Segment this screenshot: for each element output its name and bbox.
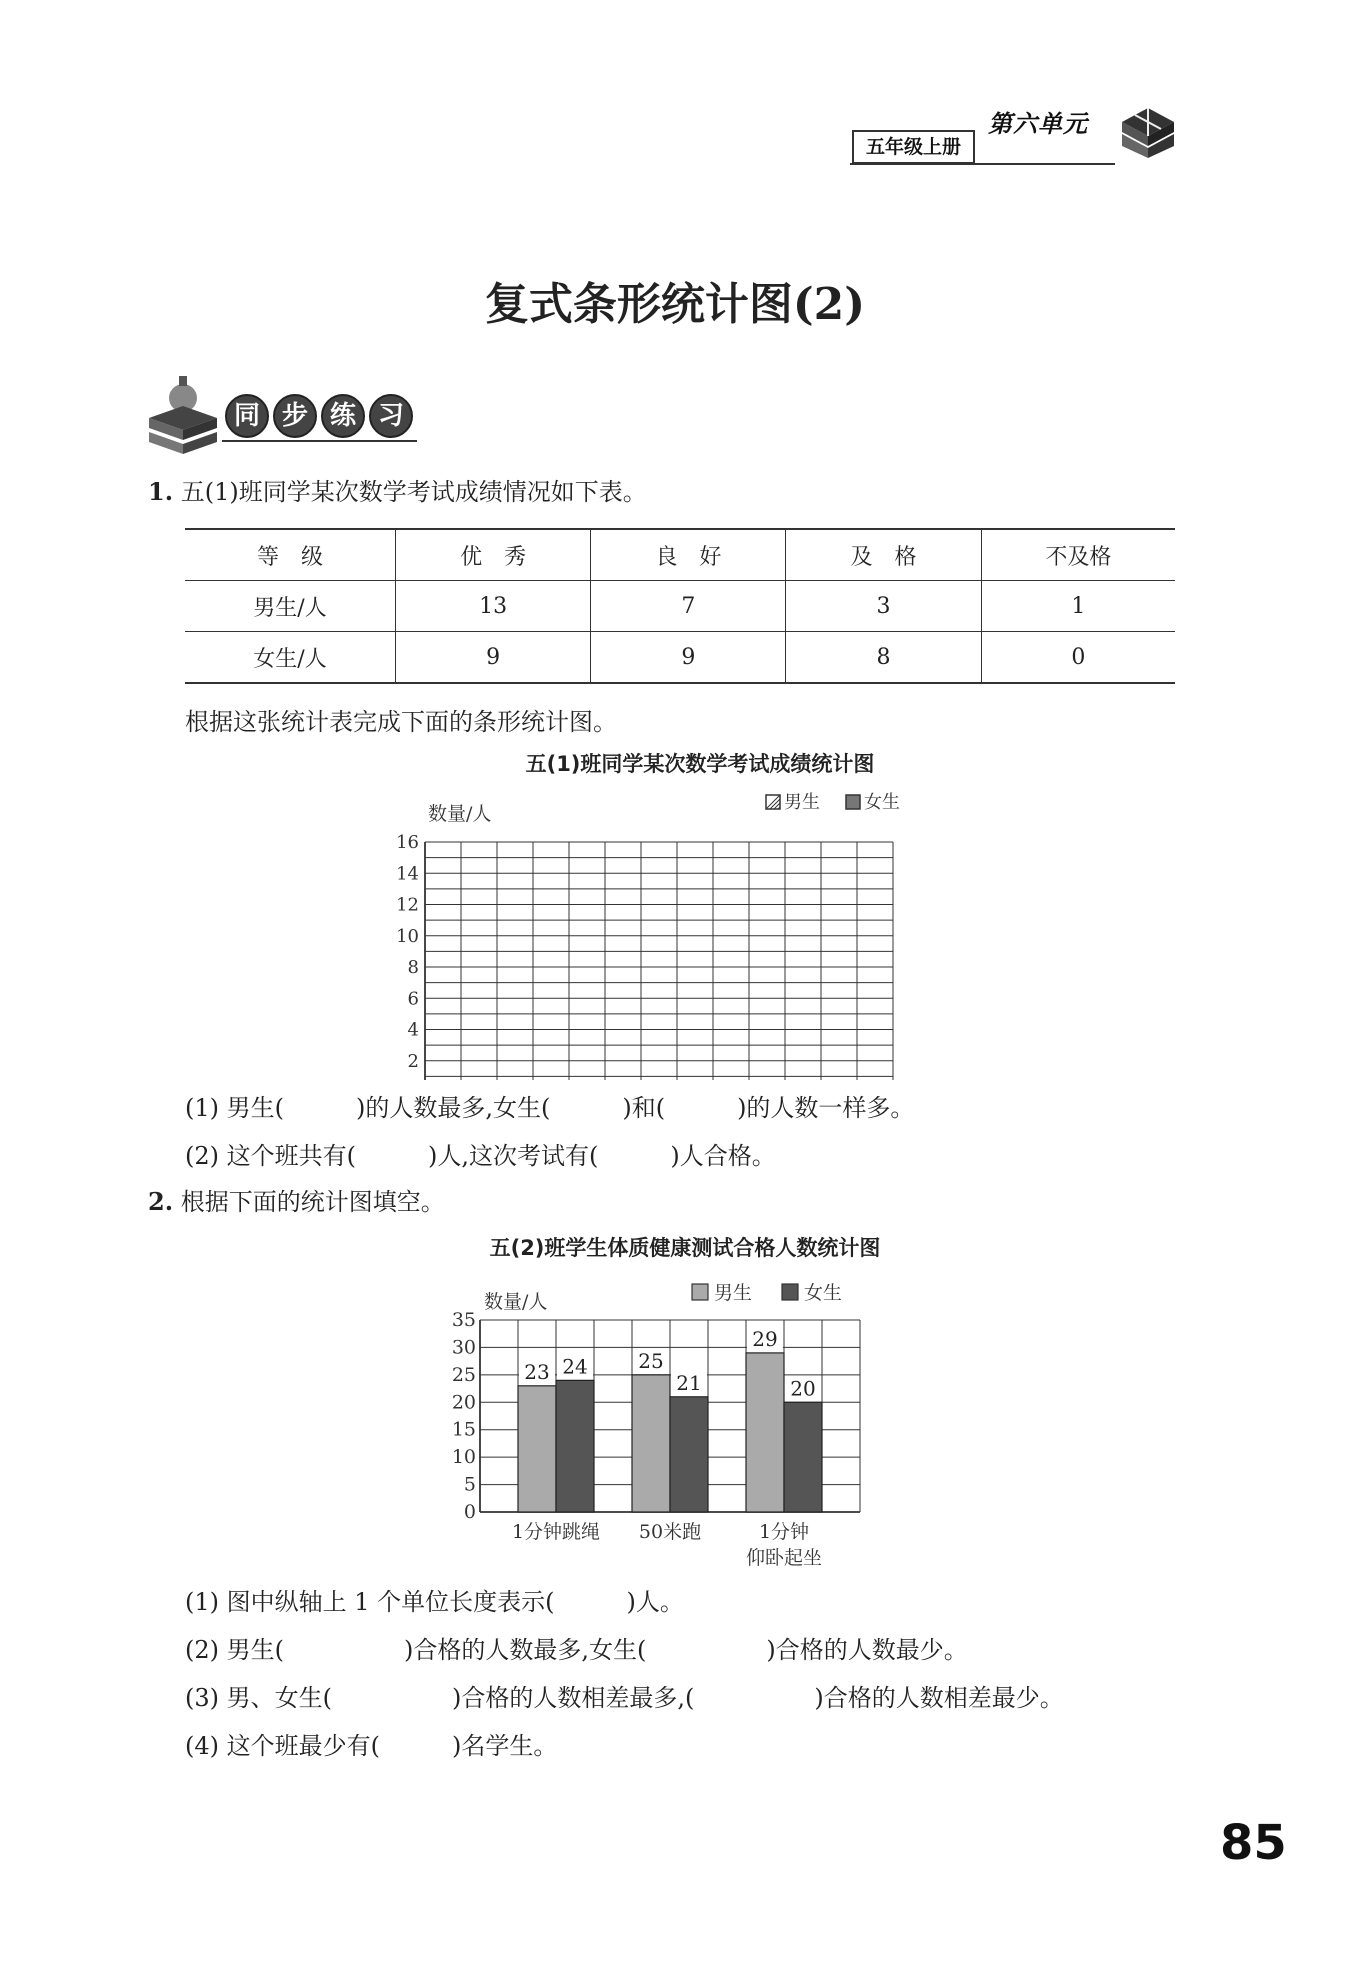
table-cell: 13 — [396, 581, 591, 632]
table-cell: 1 — [981, 581, 1175, 632]
table-cell: 0 — [981, 632, 1175, 684]
table-row-label: 男生/人 — [185, 581, 396, 632]
table-header-cell: 优 秀 — [396, 529, 591, 581]
bar — [746, 1353, 784, 1512]
section-divider — [222, 440, 417, 442]
y-tick-label: 16 — [396, 832, 419, 853]
y-tick-label: 8 — [407, 957, 419, 978]
legend-swatch-girls — [846, 795, 860, 809]
chart1-ylabel: 数量/人 — [428, 803, 492, 825]
bar — [518, 1386, 556, 1512]
q2-sub4: (4) 这个班最少有( )名学生。 — [185, 1732, 558, 1760]
section-char: 同 — [225, 394, 269, 438]
section-char: 步 — [273, 394, 317, 438]
bar-value-label: 23 — [524, 1359, 550, 1384]
legend-label: 女生 — [804, 1282, 843, 1304]
legend-label: 女生 — [864, 792, 900, 813]
legend-swatch-boys — [692, 1284, 708, 1300]
y-tick-label: 15 — [451, 1418, 476, 1441]
bar — [556, 1380, 594, 1512]
q2-sub1: (1) 图中纵轴上 1 个单位长度表示( )人。 — [185, 1588, 684, 1616]
bar — [632, 1375, 670, 1512]
q2-intro-text: 根据下面的统计图填空。 — [180, 1188, 445, 1216]
books-icon — [145, 376, 219, 462]
bar-value-label: 25 — [638, 1348, 664, 1373]
bar-value-label: 24 — [562, 1354, 588, 1379]
table-row-label: 女生/人 — [185, 632, 396, 684]
chart1 — [380, 780, 960, 1080]
x-tick-label: 1分钟跳绳 — [511, 1521, 601, 1543]
page-number: 85 — [1220, 1815, 1287, 1871]
y-tick-label: 10 — [451, 1446, 476, 1469]
y-tick-label: 25 — [451, 1363, 476, 1386]
q1-intro — [148, 472, 647, 507]
y-tick-label: 2 — [407, 1050, 419, 1072]
q1-sub2: (2) 这个班共有( )人,这次考试有( )人合格。 — [185, 1142, 776, 1170]
scores-table — [185, 528, 1175, 684]
x-tick-label: 1分钟 — [758, 1521, 810, 1543]
section-label — [225, 394, 417, 438]
y-tick-label: 20 — [451, 1391, 476, 1414]
q2-sub3: (3) 男、女生( )合格的人数相差最多,( )合格的人数相差最少。 — [185, 1684, 1064, 1712]
chart1-title: 五(1)班同学某次数学考试成绩统计图 — [525, 752, 875, 776]
legend-label: 男生 — [714, 1282, 753, 1304]
x-tick-label: 仰卧起坐 — [745, 1547, 823, 1569]
table-row — [185, 581, 1175, 632]
y-tick-label: 14 — [396, 863, 419, 885]
q2-sub2: (2) 男生( )合格的人数最多,女生( )合格的人数最少。 — [185, 1636, 968, 1664]
table-header-cell: 等 级 — [185, 529, 396, 581]
table-cell: 9 — [591, 632, 786, 684]
chart2 — [430, 1268, 890, 1578]
y-tick-label: 4 — [407, 1019, 419, 1041]
table-cell: 8 — [786, 632, 981, 684]
table-header-cell: 不及格 — [981, 529, 1175, 581]
section-char: 练 — [321, 394, 365, 438]
page-title: 复式条形统计图(2) — [484, 279, 866, 330]
q2-number: 2. — [148, 1187, 174, 1216]
table-header-cell: 良 好 — [591, 529, 786, 581]
q1-instruction: 根据这张统计表完成下面的条形统计图。 — [185, 708, 617, 736]
y-tick-label: 10 — [396, 925, 419, 947]
bar-value-label: 21 — [676, 1370, 702, 1395]
chart2-ylabel: 数量/人 — [484, 1291, 548, 1313]
q1-intro-text: 五(1)班同学某次数学考试成绩情况如下表。 — [180, 478, 647, 506]
x-tick-label: 50米跑 — [638, 1521, 702, 1543]
table-row — [185, 632, 1175, 684]
chart2-title: 五(2)班学生体质健康测试合格人数统计图 — [489, 1236, 881, 1260]
section-char: 习 — [369, 394, 413, 438]
legend-swatch-girls — [782, 1284, 798, 1300]
bar-value-label: 20 — [790, 1376, 816, 1401]
table-cell: 7 — [591, 581, 786, 632]
header-book-icon — [1118, 92, 1178, 168]
q1-sub1: (1) 男生( )的人数最多,女生( )和( )的人数一样多。 — [185, 1094, 915, 1122]
bar-value-label: 29 — [752, 1326, 778, 1351]
table-cell: 9 — [396, 632, 591, 684]
grade-label: 五年级上册 — [852, 130, 975, 164]
bar — [670, 1397, 708, 1512]
q2-intro — [148, 1182, 445, 1217]
bar — [784, 1402, 822, 1512]
y-tick-label: 5 — [463, 1473, 476, 1496]
header-divider — [850, 163, 1115, 165]
y-tick-label: 12 — [396, 894, 419, 916]
y-tick-label: 0 — [463, 1501, 476, 1523]
y-tick-label: 30 — [451, 1336, 476, 1359]
y-tick-label: 6 — [407, 988, 419, 1010]
y-tick-label: 35 — [451, 1309, 476, 1331]
table-header-cell: 及 格 — [786, 529, 981, 581]
q1-number: 1. — [148, 477, 174, 506]
table-cell: 3 — [786, 581, 981, 632]
legend-label: 男生 — [784, 792, 820, 813]
unit-label: 第六单元 — [988, 110, 1088, 138]
table-header-row — [185, 529, 1175, 581]
